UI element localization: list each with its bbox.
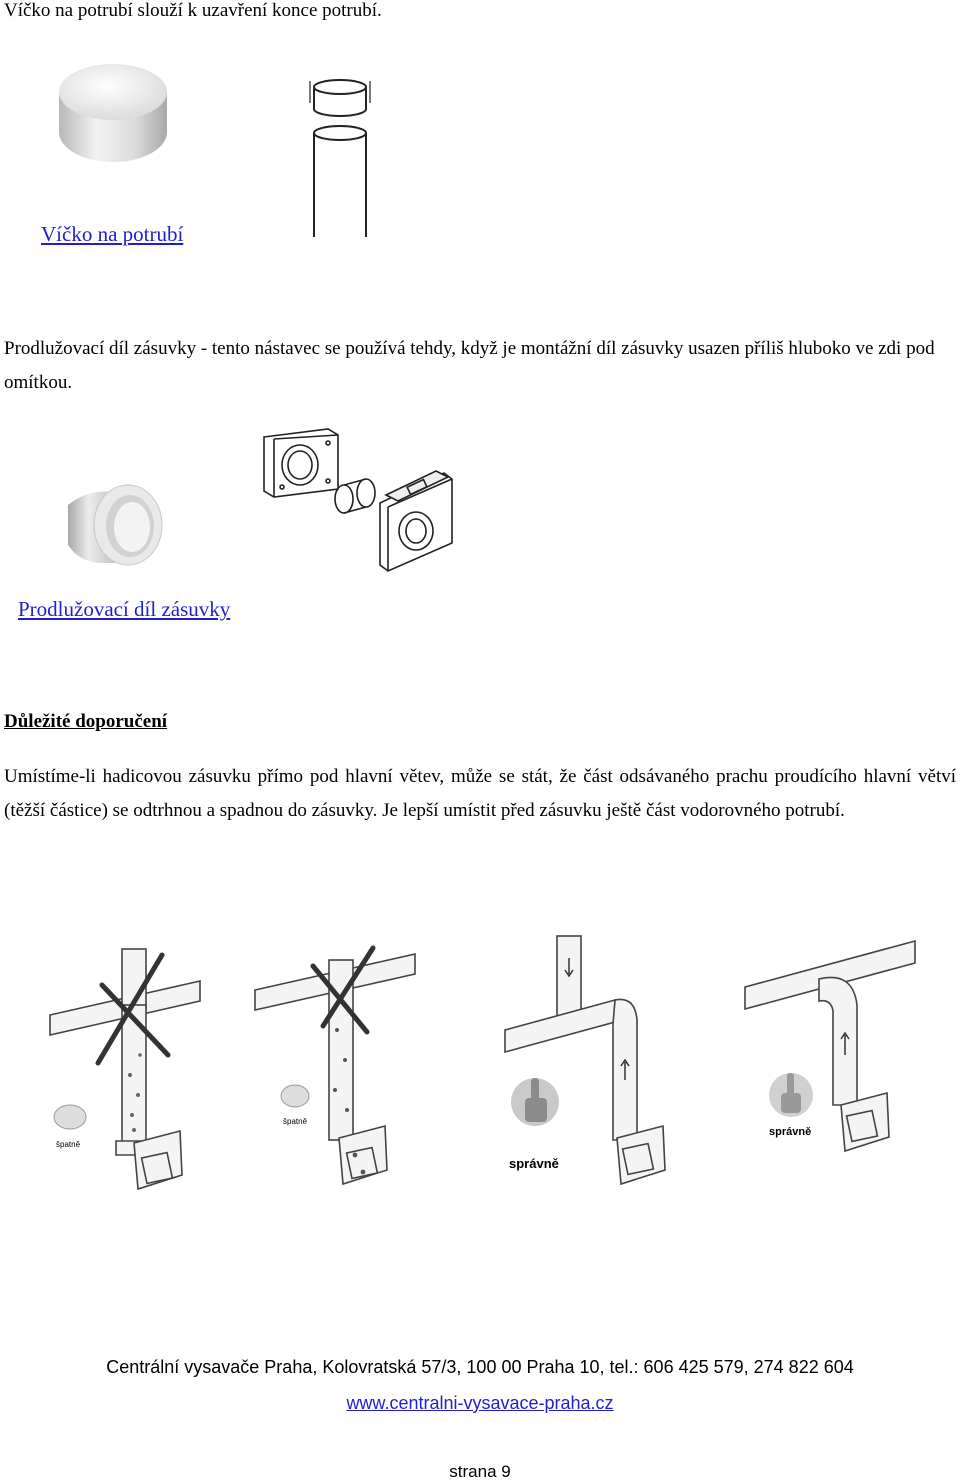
label-bad-2: špatně [283,1117,308,1126]
page-number: strana 9 [449,1462,511,1481]
label-good-1: správně [509,1156,559,1171]
good-installation-diagram-2 [745,935,920,1155]
thumbs-up-icon [769,1073,813,1117]
bad-installation-diagram-1 [50,945,200,1195]
cap-on-pipe-diagram [300,75,380,245]
recommendation-heading: Důležité doporučení [4,711,168,732]
intro-text: Víčko na potrubí slouží k uzavření konce potrubí. [4,0,382,21]
footer-website-link[interactable]: www.centralni-vysavace-praha.cz [346,1393,614,1413]
good-installation-diagram-1 [505,930,670,1190]
pipe-cap-image [55,60,170,170]
footer-address: Centrální vysavače Praha, Kolovratská 57/3, 100 00 Praha 10, tel.: 606 425 579, 274 822 604 [106,1357,854,1377]
socket-assembly-diagram [258,425,458,575]
label-good-2: správně [769,1126,812,1138]
extension-paragraph: Prodlužovací díl zásuvky - tento nástavec se používá tehdy, když je montážní díl zásuvky usazen příliš hluboko ve zdi pod omítkou. [4,338,935,393]
extension-link[interactable]: Prodlužovací díl zásuvky [18,597,231,621]
thumbs-up-icon [511,1078,559,1126]
cap-link[interactable]: Víčko na potrubí [41,222,184,246]
recommendation-paragraph: Umístíme-li hadicovou zásuvku přímo pod hlavní větev, může se stát, že část odsávaného prachu proudícího hlavní větví (těžší částice) se odtrhnou a spadnou do zásuvky. Je lepší umístit před zásuvku ještě část vodorovného potrubí. [4,766,956,821]
label-bad-1: špatně [56,1140,81,1149]
bad-installation-diagram-2 [255,940,420,1190]
socket-extension-image [60,475,170,570]
